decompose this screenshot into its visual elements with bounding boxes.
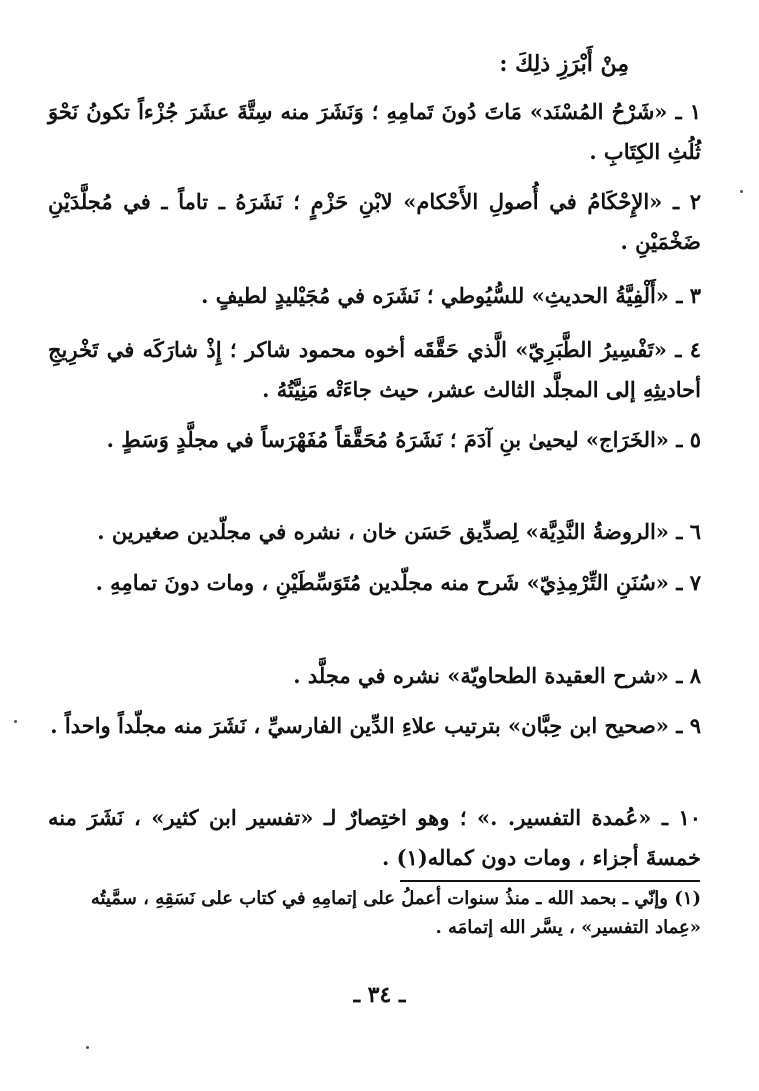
- list-item-2: [48, 182, 701, 262]
- list-item-6: [48, 512, 701, 552]
- item-text: «أَلْفِيَّةُ الحديثِ» للسُّيُوطي ؛ نَشَرَه في مُجَيْليدٍ لطيفٍ .: [201, 283, 669, 308]
- item-number: ٨ ـ: [676, 663, 701, 688]
- item-text: «شَرْحُ المُسْنَد» مَاتَ دُونَ تَمامِهِ ؛ وَنَشَرَ منه سِتَّةَ عشَرَ جُزْءاً تكونُ نَحْوَ ثُلُثِ الكِتَابِ .: [48, 99, 701, 164]
- item-number: ١٠ ـ: [661, 805, 702, 830]
- page-number: ـ ٣٤ ـ: [353, 982, 406, 1008]
- item-text: «تَفْسِيرُ الطَّبَرِيّ» الَّذي حَقَّقَه أخوه محمود شاكر ؛ إِذْ شارَكَه في تَخْرِيجِ أحاديثِهِ إلى المجلَّد الثالث عشر، حيث جاءَتْه مَنِيَّتُهُ .: [48, 337, 701, 402]
- list-item-8: [48, 656, 701, 696]
- item-text: «الروضةُ النَّدِيَّة» لِصدِّيق حَسَن خان ، نشره في مجلّدين صغيرين .: [97, 519, 669, 544]
- item-number: ١ ـ: [675, 99, 701, 124]
- item-number: ٧ ـ: [676, 570, 701, 595]
- item-number: ٢ ـ: [672, 189, 702, 214]
- scan-speck: [86, 1046, 89, 1049]
- intro-line: مِنْ أَبْرَزِ ذلِكَ :: [499, 51, 629, 77]
- footnote: (١) وإنّي ـ بحمد الله ـ منذُ سنوات أعملُ على إتمامِهِ في كتاب على نَسَقِهِ ، سمَّيتُه «عِماد التفسير» ، يسَّر الله إتمامَه .: [90, 888, 701, 938]
- list-item-4: [48, 330, 701, 410]
- item-text: «عُمدة التفسير. .» ؛ وهو اختِصارٌ لـ «تفسير ابن كثير» ، نَشَرَ منه خمسةَ أجزاء ، ومات دون كماله(١) .: [48, 805, 701, 870]
- list-item-5: [48, 420, 701, 460]
- item-text: «صحيح ابن حِبَّان» بترتيب علاءِ الدِّين الفارسيِّ ، نَشَرَ منه مجلّداً واحداً .: [50, 713, 669, 738]
- item-number: ٤ ـ: [675, 337, 702, 362]
- list-item-1: [48, 92, 701, 172]
- list-item-7: [48, 563, 701, 603]
- scan-speck: [740, 190, 743, 193]
- item-text: «سُنَنِ التِّرْمِذِيّ» شَرح منه مجلّدين مُتَوَسِّطَيْنِ ، ومات دونَ تمامِهِ .: [95, 570, 669, 595]
- list-item-10: [48, 798, 701, 878]
- item-number: ٥ ـ: [676, 427, 701, 452]
- list-item-3: [48, 276, 701, 316]
- scan-speck: [14, 720, 17, 723]
- item-number: ٣ ـ: [676, 283, 701, 308]
- item-text: «الإِحْكَامُ في أُصولِ الأَحْكام» لابْنِ حَزْمٍ ؛ نَشَرَهُ ـ تاماً ـ في مُجلَّدَيْنِ ضَخْمَيْنِ .: [48, 189, 701, 254]
- item-number: ٩ ـ: [676, 713, 701, 738]
- item-text: «الخَرَاج» ليحيىٰ بنِ آدَمَ ؛ نَشَرَهُ مُحَقَّقاً مُفَهْرَساً في مجلَّدٍ وَسَطٍ .: [106, 427, 669, 452]
- item-text: «شرح العقيدة الطحاويّة» نشره في مجلَّد .: [293, 663, 669, 688]
- item-number: ٦ ـ: [676, 519, 701, 544]
- list-item-9: [48, 706, 701, 746]
- footnote-divider: [400, 880, 700, 882]
